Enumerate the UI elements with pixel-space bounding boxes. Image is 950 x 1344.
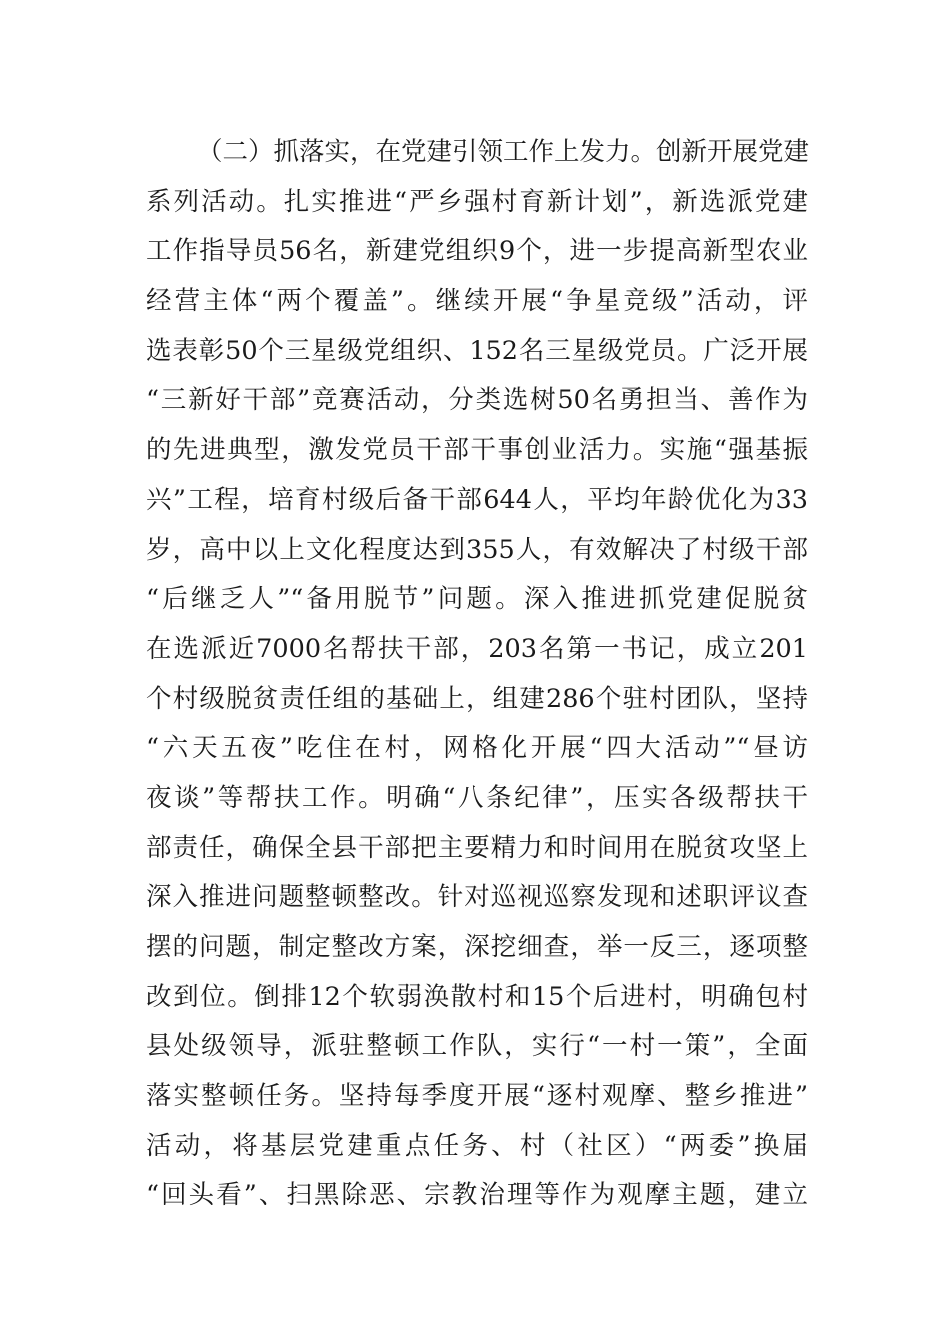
paragraph-line-14: 夜谈”等帮扶工作。明确“八条纪律”，压实各级帮扶干 (146, 782, 808, 813)
paragraph-line-2: 系列活动。扎实推进“严乡强村育新计划”，新选派党建 (146, 186, 808, 217)
paragraph-line-10: “后继乏人”“备用脱节”问题。深入推进抓党建促脱贫 (146, 584, 808, 615)
paragraph-line-20: 落实整顿任务。坚持每季度开展“逐村观摩、整乡推进” (146, 1081, 808, 1112)
body-paragraph (146, 128, 808, 1221)
paragraph-line-5: 选表彰50个三星级党组织、152名三星级党员。广泛开展 (146, 335, 808, 366)
paragraph-line-11: 在选派近7000名帮扶干部，203名第一书记，成立201 (146, 633, 808, 664)
paragraph-line-12: 个村级脱贫责任组的基础上，组建286个驻村团队，坚持 (146, 683, 808, 714)
paragraph-line-15: 部责任，确保全县干部把主要精力和时间用在脱贫攻坚上 (146, 832, 808, 863)
paragraph-line-1: （二）抓落实，在党建引领工作上发力。创新开展党建 (197, 137, 810, 167)
paragraph-line-21: 活动，将基层党建重点任务、村（社区）“两委”换届 (146, 1130, 808, 1161)
paragraph-line-22: “回头看”、扫黑除恶、宗教治理等作为观摩主题，建立 (146, 1180, 808, 1211)
paragraph-line-4: 经营主体“两个覆盖”。继续开展“争星竞级”活动，评 (146, 286, 808, 317)
paragraph-line-8: 兴”工程，培育村级后备干部644人，平均年龄优化为33 (146, 484, 808, 515)
paragraph-line-16: 深入推进问题整顿整改。针对巡视巡察发现和述职评议查 (146, 882, 808, 913)
paragraph-line-3: 工作指导员56名，新建党组织9个，进一步提高新型农业 (146, 236, 808, 267)
paragraph-line-13: “六天五夜”吃住在村，网格化开展“四大活动”“昼访 (146, 733, 808, 764)
paragraph-line-9: 岁，高中以上文化程度达到355人，有效解决了村级干部 (146, 534, 808, 565)
paragraph-line-18: 改到位。倒排12个软弱涣散村和15个后进村，明确包村 (146, 981, 808, 1012)
paragraph-line-17: 摆的问题，制定整改方案，深挖细查，举一反三，逐项整 (146, 932, 808, 962)
paragraph-line-7: 的先进典型，激发党员干部干事创业活力。实施“强基振 (146, 435, 808, 466)
paragraph-line-19: 县处级领导，派驻整顿工作队，实行“一村一策”，全面 (146, 1031, 808, 1062)
paragraph-line-6: “三新好干部”竞赛活动，分类选树50名勇担当、善作为 (146, 385, 808, 416)
